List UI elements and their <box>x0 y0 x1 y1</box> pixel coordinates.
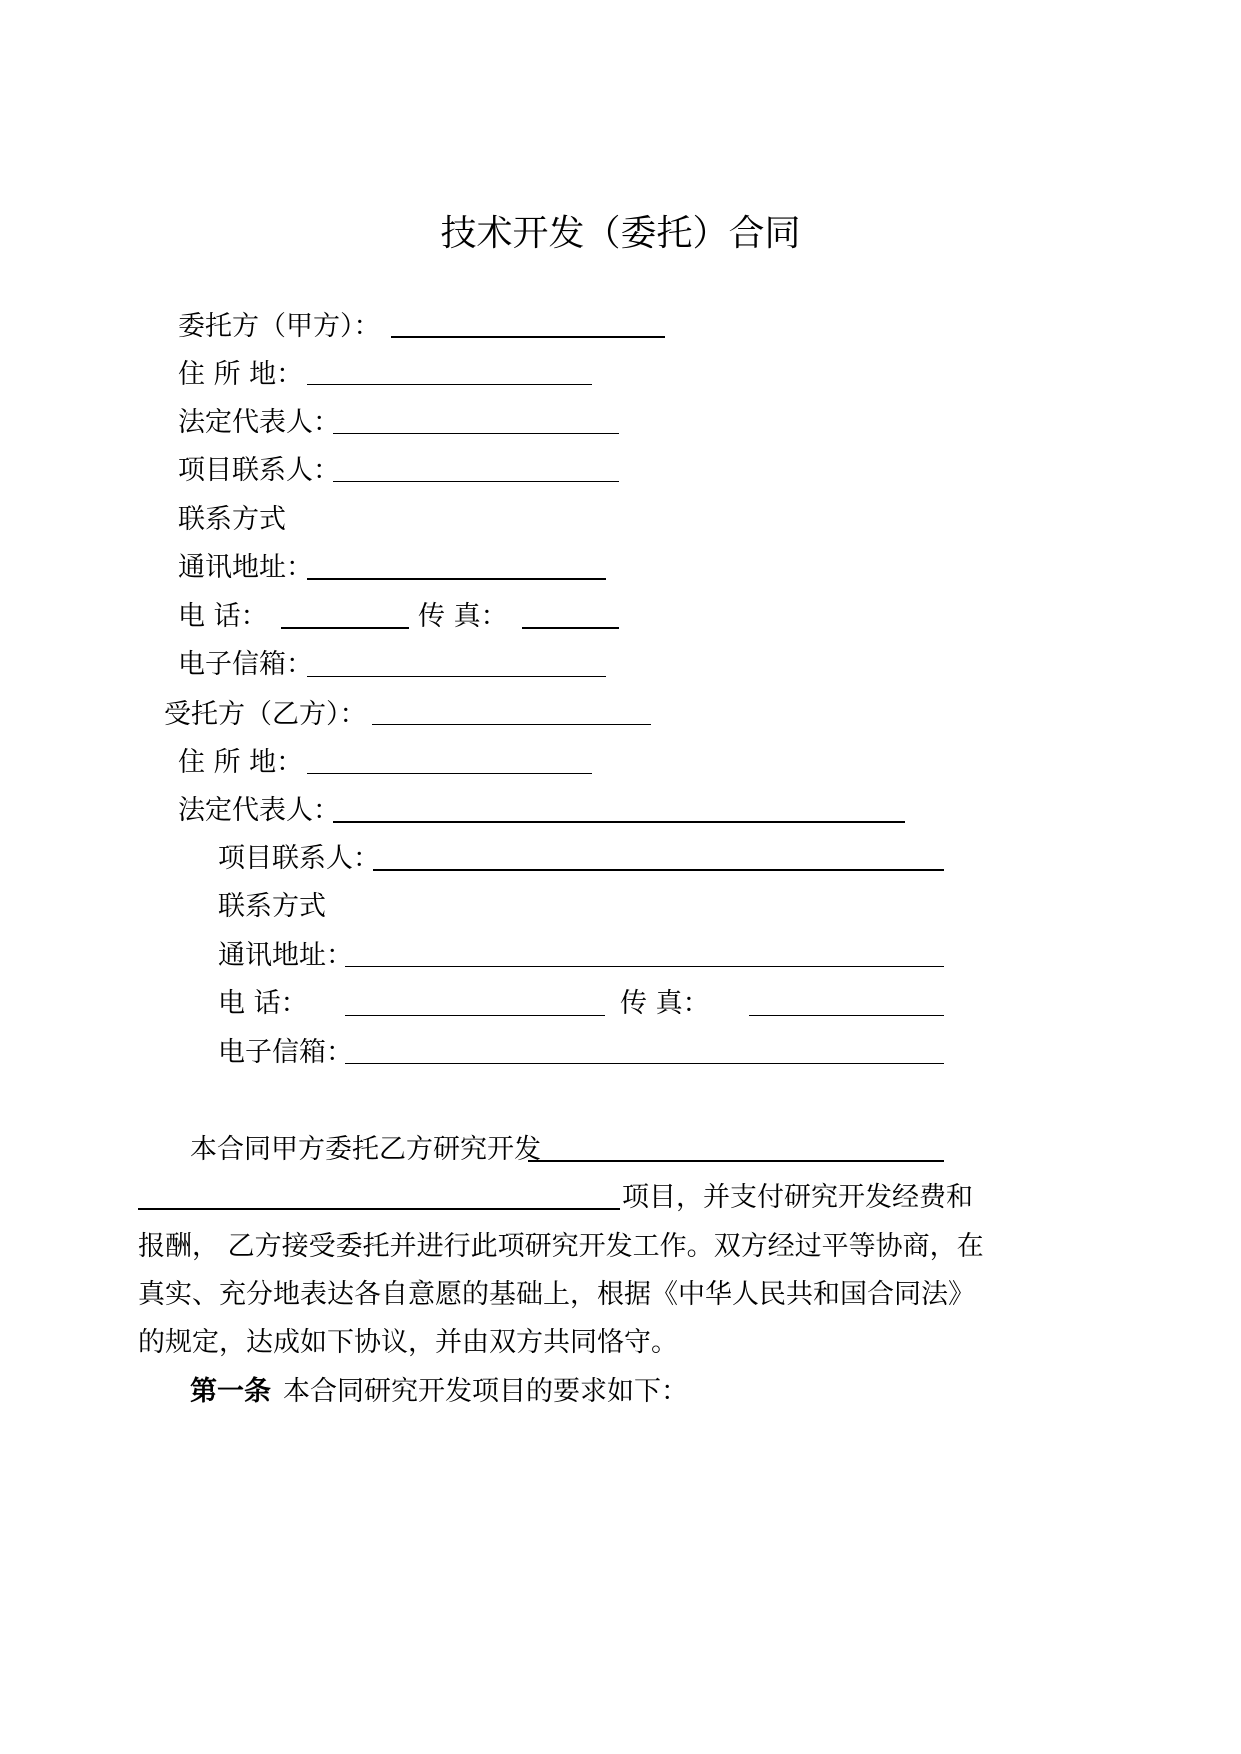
party-a-phone-label: 电 话： <box>178 601 268 632</box>
party-a-address-field[interactable] <box>307 384 592 385</box>
party-b-phone-field[interactable] <box>345 1015 605 1016</box>
party-b-fax-field[interactable] <box>749 1015 944 1016</box>
party-a-email-field[interactable] <box>307 676 606 677</box>
party-b-email-field[interactable] <box>345 1063 944 1064</box>
article-1-text: 本合同研究开发项目的要求如下： <box>283 1376 688 1407</box>
party-a-contact-label: 项目联系人： <box>178 455 340 486</box>
article-1-heading: 第一条 <box>190 1376 271 1407</box>
party-b-address-label: 住 所 地： <box>178 747 304 778</box>
party-b-email-label: 电子信箱： <box>218 1037 353 1068</box>
party-a-contact-method-label: 联系方式 <box>178 504 286 535</box>
project-name-field[interactable] <box>528 1160 944 1162</box>
body-line-4: 真实、充分地表达各自意愿的基础上，根据《中华人民共和国合同法》 <box>138 1279 975 1310</box>
party-a-fax-field[interactable] <box>522 627 619 629</box>
party-b-fax-label: 传 真： <box>620 988 710 1019</box>
party-b-mail-address-field[interactable] <box>345 966 944 967</box>
party-a-phone-field[interactable] <box>281 627 409 629</box>
party-a-mail-address-label: 通讯地址： <box>178 552 313 583</box>
party-b-phone-label: 电 话： <box>218 988 308 1019</box>
document-title: 技术开发（委托）合同 <box>440 213 801 254</box>
party-a-email-label: 电子信箱： <box>178 649 313 680</box>
party-b-mail-address-label: 通讯地址： <box>218 940 353 971</box>
party-b-contact-field[interactable] <box>373 869 944 871</box>
party-b-address-field[interactable] <box>307 773 592 774</box>
party-a-name-label: 委托方（甲方）： <box>178 311 381 342</box>
party-b-name-field[interactable] <box>372 724 651 725</box>
party-a-name-field[interactable] <box>391 336 665 338</box>
party-b-legal-rep-label: 法定代表人： <box>178 795 340 826</box>
party-a-contact-field[interactable] <box>333 481 619 482</box>
party-a-legal-rep-field[interactable] <box>333 433 619 434</box>
body-line-5: 的规定，达成如下协议，并由双方共同恪守。 <box>138 1327 678 1358</box>
party-a-legal-rep-label: 法定代表人： <box>178 407 340 438</box>
party-b-legal-rep-field[interactable] <box>333 821 905 823</box>
party-a-mail-address-field[interactable] <box>307 578 606 580</box>
body-line-3: 报酬， 乙方接受委托并进行此项研究开发工作。双方经过平等协商，在 <box>138 1231 984 1262</box>
party-a-fax-label: 传 真： <box>418 601 508 632</box>
body-line-2: 项目，并支付研究开发经费和 <box>622 1182 973 1213</box>
body-line-1: 本合同甲方委托乙方研究开发 <box>190 1134 541 1165</box>
party-b-contact-label: 项目联系人： <box>218 843 380 874</box>
party-b-name-label: 受托方（乙方）： <box>164 699 367 730</box>
project-name-field-continued[interactable] <box>138 1208 620 1210</box>
party-b-contact-method-label: 联系方式 <box>218 891 326 922</box>
party-a-address-label: 住 所 地： <box>178 359 304 390</box>
